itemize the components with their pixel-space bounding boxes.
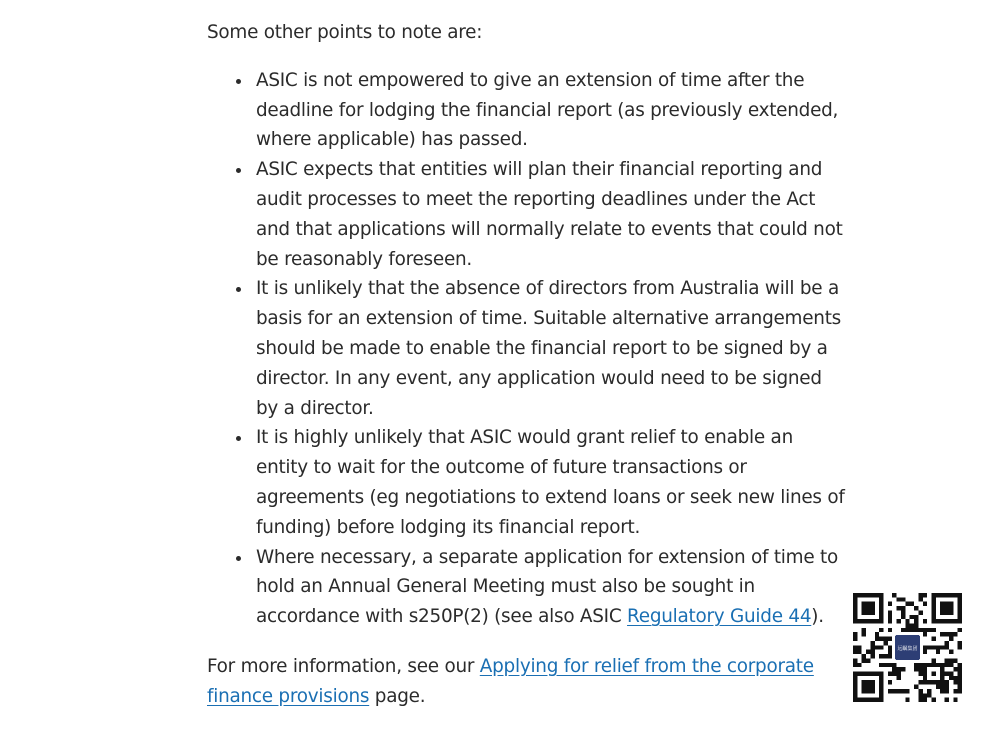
more-info-text: For more information, see our — [207, 655, 480, 677]
list-item: It is highly unlikely that ASIC would grant relief to enable an entity to wait for the outcome of future transactions or agreements (eg negotiations to extend loans or seek new lines of funding) before lodging its financial report. — [207, 423, 847, 542]
more-info-paragraph — [207, 652, 847, 712]
list-item-text-end: ). — [811, 606, 824, 628]
intro-paragraph: Some other points to note are: — [207, 22, 483, 43]
list-item — [207, 543, 847, 632]
more-info-text-end: page. — [369, 685, 426, 707]
list-item-text: Where necessary, a separate application for extension of time to hold an Annual General Meeting must also be sought in accordance with s250P(2) (see also ASIC — [256, 546, 838, 628]
article-body — [207, 18, 847, 712]
regulatory-guide-44-link[interactable]: Regulatory Guide 44 — [627, 606, 812, 628]
list-item: It is unlikely that the absence of directors from Australia will be a basis for an extension of time. Suitable alternative arrangements should be made to enable the financial report to be signed by a director. In any event, any application would need to be signed by a director. — [207, 274, 847, 423]
qr-center-logo: 远瞩集团 — [897, 646, 918, 653]
list-item: ASIC is not empowered to give an extension of time after the deadline for lodging the financial report (as previously extended, where applicable) has passed. — [207, 66, 847, 155]
relief-corporate-finance-link[interactable]: Applying for relief from the corporate finance provisions — [207, 655, 814, 707]
list-item: ASIC expects that entities will plan their financial reporting and audit processes to meet the reporting deadlines under the Act and that applications will normally relate to events that could not be reasonably foreseen. — [207, 155, 847, 274]
points-list — [207, 66, 847, 632]
qr-code-icon — [853, 593, 962, 702]
